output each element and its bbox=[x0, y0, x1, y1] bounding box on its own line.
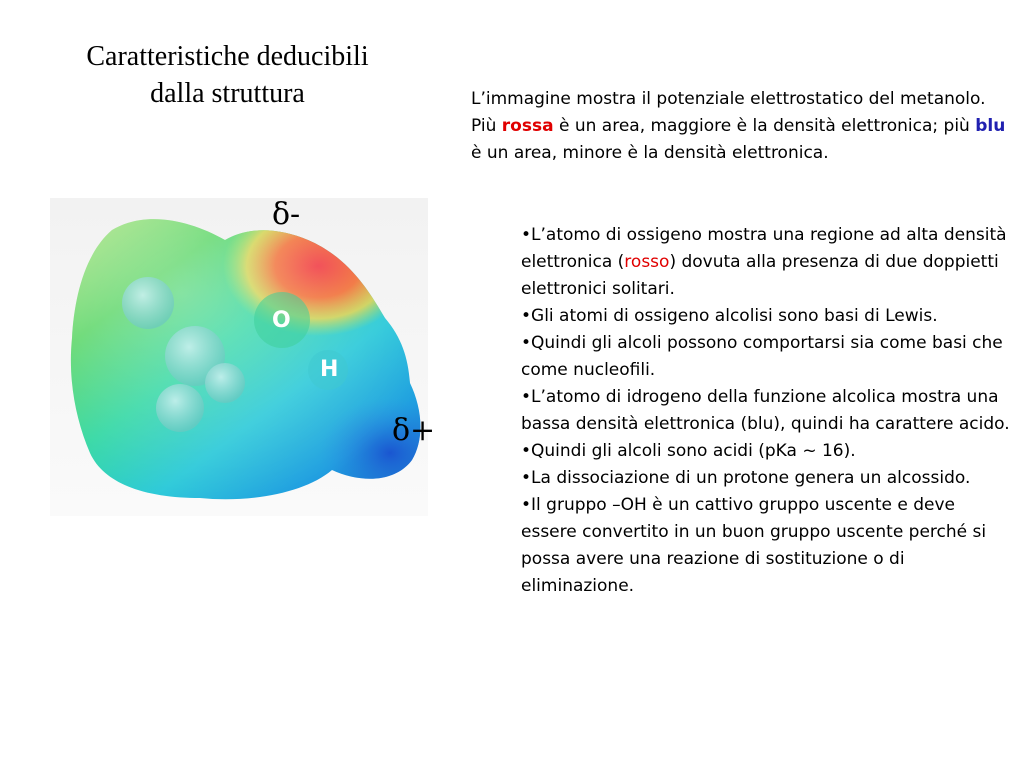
hydrogen-atom-label: H bbox=[320, 357, 339, 382]
intro-text-1: L’immagine mostra il potenziale elettrostatico del metanolo. Più bbox=[471, 89, 986, 136]
hydrogen-sphere bbox=[156, 384, 204, 432]
bullet-list bbox=[521, 222, 1016, 600]
bullet-1-text-a: •L’atomo di ossigeno mostra una regione ad alta densità elettronica ( bbox=[521, 225, 1007, 272]
bullet-item: •Gli atomi di ossigeno alcolisi sono basi di Lewis. bbox=[521, 306, 938, 326]
intro-text-3: è un area, minore è la densità elettronica. bbox=[471, 143, 829, 163]
delta-plus-label: δ+ bbox=[392, 413, 436, 448]
bullet-item: •Quindi gli alcoli possono comportarsi sia come basi che come nucleofili. bbox=[521, 333, 1003, 380]
intro-paragraph bbox=[471, 86, 1011, 167]
bullet-1-red-word: rosso bbox=[624, 252, 670, 272]
bullet-1-text-b: ) dovuta alla presenza di due doppietti elettronici solitari. bbox=[521, 252, 999, 299]
oxygen-atom-label: O bbox=[272, 308, 291, 333]
slide-title bbox=[40, 38, 415, 112]
title-line-2: dalla struttura bbox=[150, 78, 305, 109]
intro-text-2: è un area, maggiore è la densità elettronica; più bbox=[553, 116, 976, 136]
intro-red-word: rossa bbox=[501, 116, 554, 136]
delta-minus-label: δ- bbox=[272, 197, 301, 232]
bullet-item: •Quindi gli alcoli sono acidi (pKa ~ 16). bbox=[521, 441, 856, 461]
electrostatic-potential-map bbox=[50, 198, 428, 516]
title-line-1: Caratteristiche deducibili bbox=[86, 41, 369, 72]
hydrogen-sphere bbox=[122, 277, 174, 329]
bullet-item: •La dissociazione di un protone genera un alcossido. bbox=[521, 468, 971, 488]
hydrogen-sphere bbox=[205, 363, 245, 403]
bullet-item bbox=[521, 222, 1016, 303]
bullet-item: •Il gruppo –OH è un cattivo gruppo uscente e deve essere convertito in un buon gruppo uscente perché si possa avere una reazione di sostituzione o di eliminazione. bbox=[521, 495, 987, 596]
intro-blue-word: blu bbox=[975, 116, 1006, 136]
bullet-item: •L’atomo di idrogeno della funzione alcolica mostra una bassa densità elettronica (blu), quindi ha carattere acido. bbox=[521, 387, 1010, 434]
